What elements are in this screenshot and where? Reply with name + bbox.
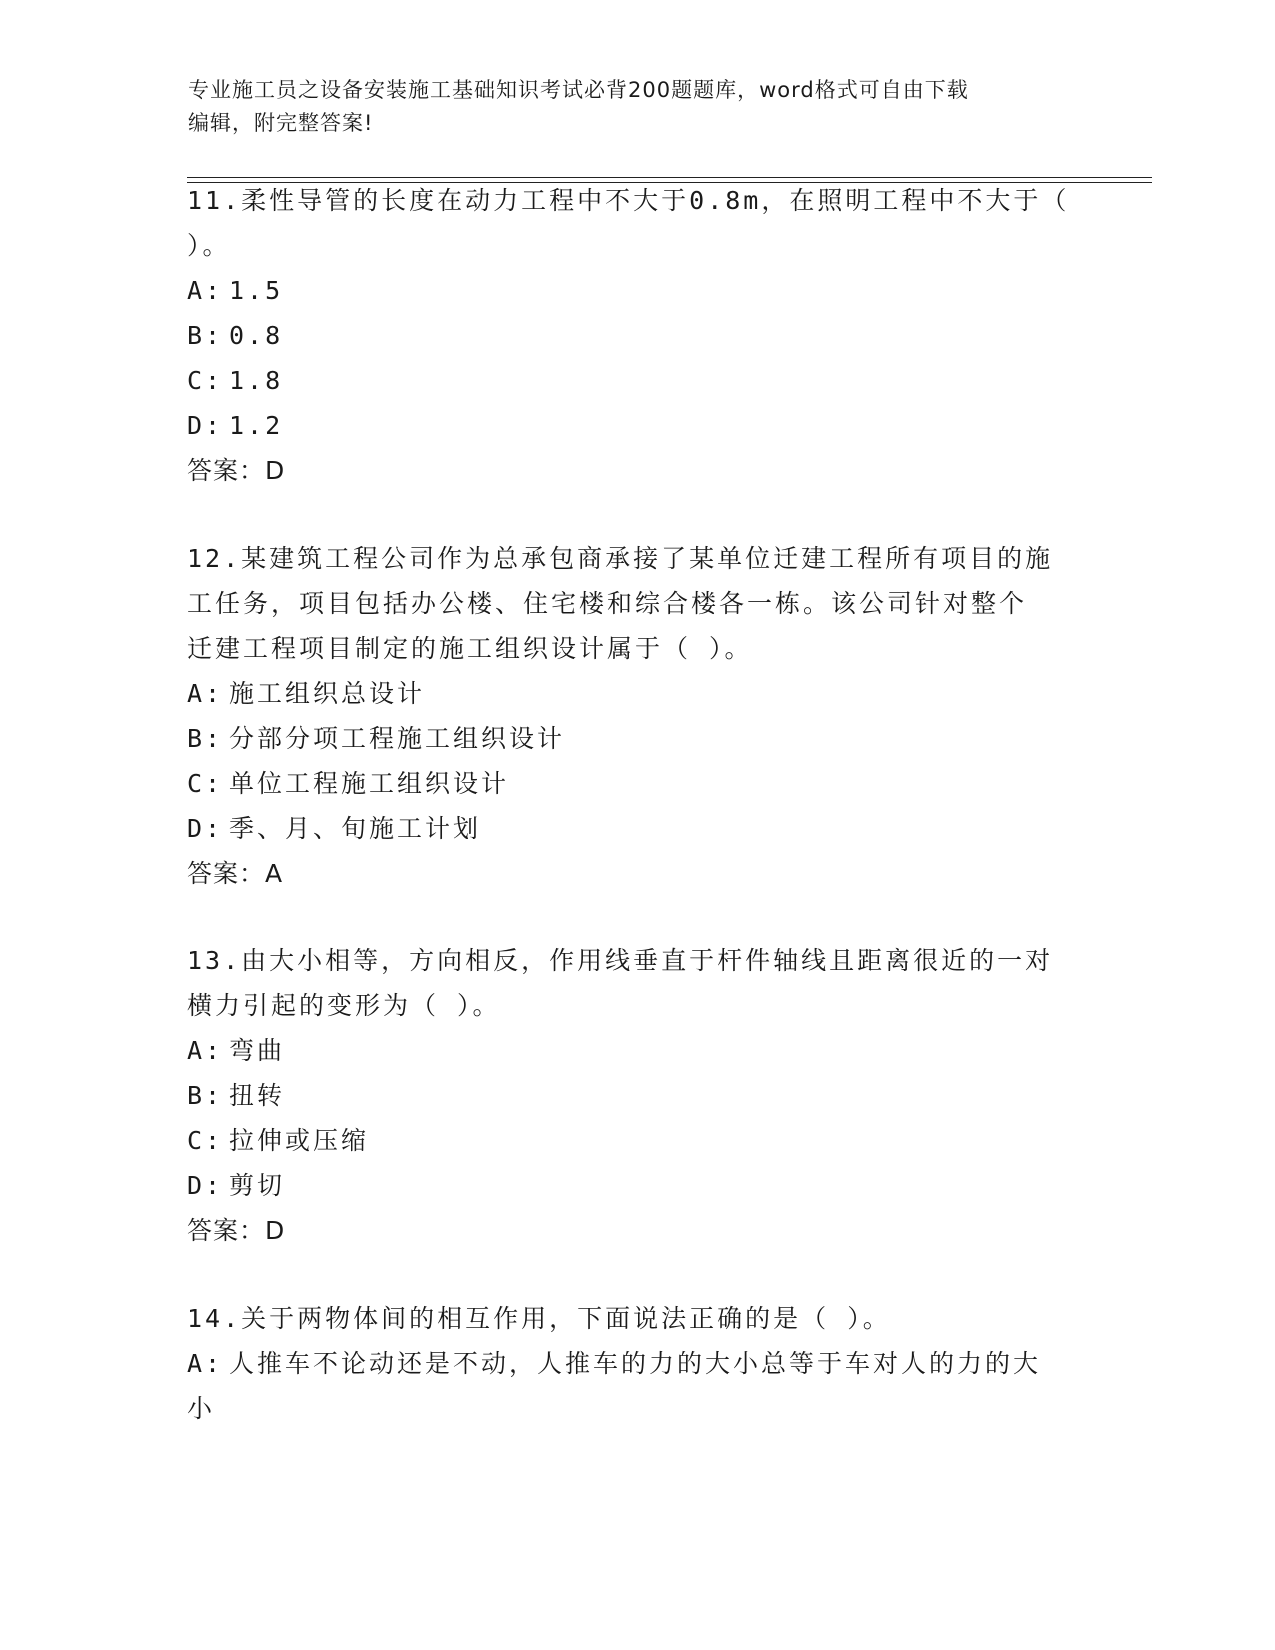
option-text: 季、月、旬施工计划: [229, 814, 482, 843]
option-text: 0.8: [229, 321, 284, 350]
option-a: [187, 268, 1087, 313]
option-label: B:: [187, 321, 224, 350]
question-text-line: 横力引起的变形为（ ）。: [187, 991, 501, 1020]
option-d: [187, 806, 1087, 851]
option-c: [187, 1118, 1087, 1163]
option-b: [187, 716, 1087, 761]
option-label: C:: [187, 1126, 224, 1155]
option-label: A:: [187, 276, 224, 305]
option-text: 1.5: [229, 276, 284, 305]
option-text: 弯曲: [229, 1036, 286, 1065]
option-text: 单位工程施工组织设计: [229, 769, 510, 798]
option-d: [187, 1163, 1087, 1208]
option-text: 人推车不论动还是不动，人推车的力的大小总等于车对人的力的大: [229, 1349, 1042, 1378]
question-text-line: 12.某建筑工程公司作为总承包商承接了某单位迁建工程所有项目的施: [187, 544, 1054, 573]
option-text: 分部分项工程施工组织设计: [229, 724, 566, 753]
option-b: [187, 1073, 1087, 1118]
answer: 答案：D: [187, 1216, 286, 1245]
question-12: [187, 536, 1087, 896]
option-text: 剪切: [229, 1171, 286, 1200]
option-label: B:: [187, 1081, 224, 1110]
option-label: D:: [187, 411, 224, 440]
option-text: 小: [187, 1394, 216, 1423]
option-label: B:: [187, 724, 224, 753]
question-13: [187, 938, 1087, 1253]
option-b: [187, 313, 1087, 358]
option-c: [187, 358, 1087, 403]
option-label: D:: [187, 1171, 224, 1200]
option-c: [187, 761, 1087, 806]
header-line-2: 编辑，附完整答案!: [188, 111, 374, 135]
question-text-line: 11.柔性导管的长度在动力工程中不大于0.8m，在照明工程中不大于（: [187, 186, 1070, 215]
option-text: 拉伸或压缩: [229, 1126, 370, 1155]
header-line-1: 专业施工员之设备安装施工基础知识考试必背200题题库，word格式可自由下载: [188, 78, 969, 102]
answer: 答案：A: [187, 859, 284, 888]
option-text: 1.2: [229, 411, 284, 440]
question-11: [187, 178, 1087, 493]
option-a: [187, 1341, 1087, 1386]
option-a: [187, 671, 1087, 716]
option-a: [187, 1028, 1087, 1073]
question-text-line: 14.关于两物体间的相互作用，下面说法正确的是（ ）。: [187, 1304, 891, 1333]
option-label: A:: [187, 1349, 224, 1378]
option-label: A:: [187, 1036, 224, 1065]
option-label: C:: [187, 769, 224, 798]
question-text-line: 工任务，项目包括办公楼、住宅楼和综合楼各一栋。该公司针对整个: [187, 589, 1028, 618]
option-label: C:: [187, 366, 224, 395]
option-text: 施工组织总设计: [229, 679, 426, 708]
option-label: A:: [187, 679, 224, 708]
question-text-line: ）。: [187, 231, 231, 260]
question-text-line: 13.由大小相等，方向相反，作用线垂直于杆件轴线且距离很近的一对: [187, 946, 1054, 975]
question-14: [187, 1296, 1087, 1431]
option-a-continuation: [187, 1386, 1087, 1431]
option-text: 1.8: [229, 366, 284, 395]
option-d: [187, 403, 1087, 448]
question-text-line: 迁建工程项目制定的施工组织设计属于（ ）。: [187, 634, 753, 663]
answer: 答案：D: [187, 456, 286, 485]
document-header: [188, 74, 1068, 140]
option-label: D:: [187, 814, 224, 843]
option-text: 扭转: [229, 1081, 286, 1110]
